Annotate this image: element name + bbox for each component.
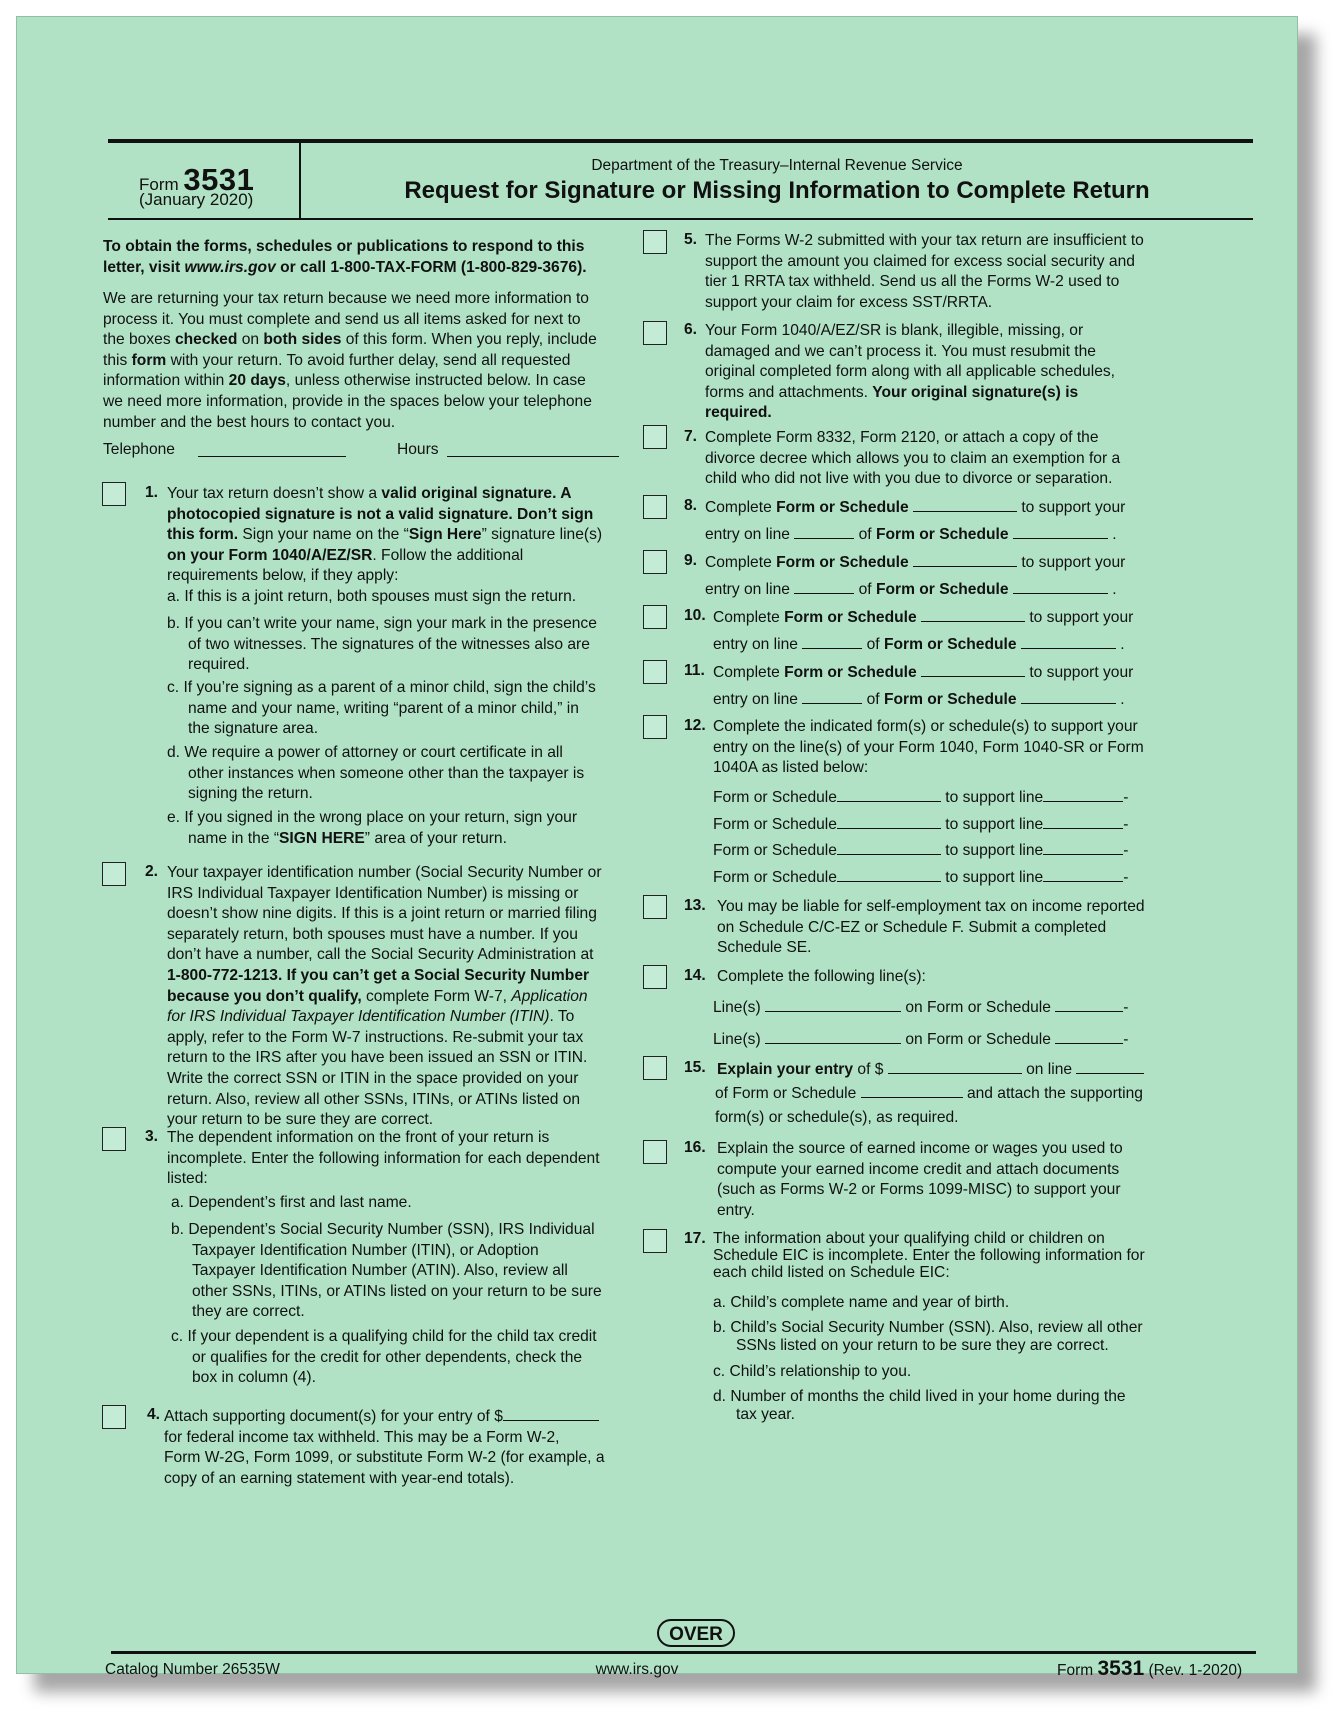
item-17-sub-a: a. Child’s complete name and year of birth. bbox=[713, 1294, 1010, 1311]
item-14-row-1-lines-field[interactable] bbox=[765, 997, 901, 1012]
item-9-line2: entry on line of Form or Schedule . bbox=[705, 581, 1117, 598]
item-14-row-2: Line(s) on Form or Schedule - bbox=[713, 1031, 1129, 1048]
item-15-line-field[interactable] bbox=[1076, 1059, 1144, 1074]
item-6-number: 6. bbox=[684, 321, 698, 338]
item-6-checkbox[interactable] bbox=[643, 321, 667, 345]
item-8-line1: Complete Form or Schedule to support your bbox=[705, 499, 1126, 516]
form-number: 3531 bbox=[183, 162, 255, 197]
item-9-schedule-field[interactable] bbox=[1013, 579, 1108, 594]
item-14-row-1-form-field[interactable] bbox=[1055, 997, 1123, 1012]
item-12-number: 12. bbox=[684, 717, 706, 734]
item-12-checkbox[interactable] bbox=[643, 715, 667, 739]
item-11-schedule-field[interactable] bbox=[1021, 689, 1116, 704]
item-12-row-4-line-field[interactable] bbox=[1043, 867, 1123, 882]
item-14-row-2-lines-field[interactable] bbox=[765, 1029, 901, 1044]
item-12-row-4: Form or Schedule to support line - bbox=[713, 869, 1129, 886]
item-8-line2: entry on line of Form or Schedule . bbox=[705, 526, 1117, 543]
item-14-text: Complete the following line(s): bbox=[717, 968, 926, 985]
item-15-line1: Explain your entry of $ on line bbox=[717, 1059, 1144, 1081]
item-14-row-1: Line(s) on Form or Schedule - bbox=[713, 999, 1129, 1016]
over-indicator: OVER bbox=[657, 1619, 735, 1647]
item-17-sub-d: d. Number of months the child lived in your home during the tax year. bbox=[713, 1388, 1126, 1423]
item-11-checkbox[interactable] bbox=[643, 660, 667, 684]
form-page bbox=[16, 16, 1298, 1680]
item-4-amount-field[interactable] bbox=[503, 1406, 599, 1421]
item-8-checkbox[interactable] bbox=[643, 495, 667, 519]
item-17-checkbox[interactable] bbox=[643, 1229, 667, 1253]
item-10-line2: entry on line of Form or Schedule . bbox=[713, 636, 1125, 653]
item-5-text: The Forms W-2 submitted with your tax return are insufficient to support the amount you claimed for excess social security and tier 1 RRTA tax withheld. Send us all the Forms W-2 used to support your claim for excess SST/RRTA. bbox=[705, 232, 1144, 311]
item-9-line-field[interactable] bbox=[794, 579, 854, 594]
item-9-form-field[interactable] bbox=[913, 552, 1017, 567]
item-3-number: 3. bbox=[145, 1128, 159, 1145]
header-bottom-rule bbox=[108, 218, 1253, 220]
item-3-checkbox[interactable] bbox=[102, 1127, 126, 1151]
item-3-text: The dependent information on the front of your return is incomplete. Enter the following information for each dependent listed: bbox=[167, 1129, 600, 1188]
form-number-label: Form 3531 bbox=[139, 162, 255, 197]
item-13-text: You may be liable for self-employment tax on income reported on Schedule C/C-EZ or Schedule F. Submit a completed Schedule SE. bbox=[717, 898, 1145, 957]
item-10-form-field[interactable] bbox=[921, 607, 1025, 622]
item-16-number: 16. bbox=[684, 1139, 706, 1156]
item-12-row-1-line-field[interactable] bbox=[1043, 787, 1123, 802]
item-15-line3: form(s) or schedule(s), as required. bbox=[715, 1109, 959, 1126]
item-11-form-field[interactable] bbox=[921, 662, 1025, 677]
item-12-row-3: Form or Schedule to support line - bbox=[713, 842, 1129, 859]
form-date: (January 2020) bbox=[139, 190, 254, 209]
item-12-row-2-form-field[interactable] bbox=[837, 814, 941, 829]
item-2-checkbox[interactable] bbox=[102, 862, 126, 886]
item-7-text: Complete Form 8332, Form 2120, or attach a copy of the divorce decree which allows you to claim an exemption for a child who did not live with you due to divorce or separation. bbox=[705, 429, 1121, 488]
item-10-line1: Complete Form or Schedule to support your bbox=[713, 609, 1134, 626]
item-12-row-3-form-field[interactable] bbox=[837, 840, 941, 855]
department-line: Department of the Treasury–Internal Revenue Service bbox=[591, 157, 963, 174]
item-11-number: 11. bbox=[684, 662, 705, 679]
item-9-line1: Complete Form or Schedule to support your bbox=[705, 554, 1126, 571]
item-8-number: 8. bbox=[684, 497, 698, 514]
item-12-text: Complete the indicated form(s) or schedule(s) to support your entry on the line(s) of your Form 1040, Form 1040-SR or Form 1040A as listed below: bbox=[713, 718, 1144, 777]
item-10-line-field[interactable] bbox=[802, 634, 862, 649]
item-1-sub-d: d. We require a power of attorney or court certificate in all other instances when someone other than the taxpayer is signing the return. bbox=[167, 744, 585, 803]
item-4-checkbox[interactable] bbox=[102, 1405, 126, 1429]
item-5-checkbox[interactable] bbox=[643, 230, 667, 254]
item-4-text: Attach supporting document(s) for your entry of $ for federal income tax withheld. This may be a Form W-2, Form W-2G, Form 1099, or substitute Form W-2 (for example, a copy of an earning statement with year-end totals). bbox=[164, 1408, 605, 1487]
item-12-row-1-form-field[interactable] bbox=[837, 787, 941, 802]
item-12-row-2: Form or Schedule to support line - bbox=[713, 816, 1129, 833]
item-16-text: Explain the source of earned income or wages you used to compute your earned income credit and attach documents (such as Forms W-2 or Forms 1099-MISC) to support your entry. bbox=[717, 1140, 1123, 1219]
item-1-sub-c: c. If you’re signing as a parent of a minor child, sign the child’s name and your name, writing “parent of a minor child,” in the signature area. bbox=[167, 679, 596, 738]
item-15-amount-field[interactable] bbox=[888, 1059, 1022, 1074]
item-12-row-3-line-field[interactable] bbox=[1043, 840, 1123, 855]
intro-paragraph: We are returning your tax return because we need more information to process it. You must complete and send us all items asked for next to the boxes checked on both sides of this form. When you reply, include this form with your return. To avoid further delay, send all requested information within 20 days, unless otherwise instructed below. In case we need more information, provide in the spaces below your telephone number and the best hours to contact you. bbox=[103, 290, 597, 431]
item-12-row-2-line-field[interactable] bbox=[1043, 814, 1123, 829]
item-15-schedule-field[interactable] bbox=[861, 1083, 963, 1098]
hours-label: Hours bbox=[397, 441, 439, 458]
item-11-line2: entry on line of Form or Schedule . bbox=[713, 691, 1125, 708]
footer-form-id: Form 3531 (Rev. 1-2020) bbox=[1057, 1657, 1243, 1680]
item-12-row-1: Form or Schedule to support line - bbox=[713, 789, 1129, 806]
telephone-label: Telephone bbox=[103, 441, 175, 458]
obtain-forms-notice: To obtain the forms, schedules or publications to respond to this letter, visit www.irs.gov or call 1-800-TAX-FORM (1-800-829-3676). bbox=[103, 238, 587, 276]
item-3-sub-c: c. If your dependent is a qualifying child for the child tax credit or qualifies for the credit for other dependents, check the box in column (4). bbox=[171, 1328, 597, 1387]
item-9-checkbox[interactable] bbox=[643, 550, 667, 574]
item-1-checkbox[interactable] bbox=[102, 482, 126, 506]
item-3-sub-a: a. Dependent’s first and last name. bbox=[171, 1194, 412, 1211]
item-7-checkbox[interactable] bbox=[643, 425, 667, 449]
item-12-row-4-form-field[interactable] bbox=[837, 867, 941, 882]
item-9-number: 9. bbox=[684, 552, 698, 569]
item-16-checkbox[interactable] bbox=[643, 1140, 667, 1164]
item-17-number: 17. bbox=[684, 1230, 706, 1247]
item-6-text: Your Form 1040/A/EZ/SR is blank, illegible, missing, or damaged and we can’t process it. You must resubmit the original completed form along with all applicable schedules, forms and attachments. Your original signature(s) is required. bbox=[705, 322, 1115, 422]
hours-field[interactable] bbox=[447, 442, 619, 457]
item-1-number: 1. bbox=[145, 484, 159, 501]
item-13-checkbox[interactable] bbox=[643, 895, 667, 919]
item-10-checkbox[interactable] bbox=[643, 605, 667, 629]
item-14-row-2-form-field[interactable] bbox=[1055, 1029, 1123, 1044]
item-17-text: The information about your qualifying child or children on Schedule EIC is incomplete. Enter the following information for each child listed on Schedule EIC: bbox=[713, 1230, 1145, 1281]
catalog-number: Catalog Number 26535W bbox=[105, 1661, 280, 1678]
item-8-schedule-field[interactable] bbox=[1013, 524, 1108, 539]
item-3-sub-b: b. Dependent’s Social Security Number (SSN), IRS Individual Taxpayer Identification Number (ITIN), or Adoption Taxpayer Identification Number (ATIN). Also, review all other SSNs, ITINs, or ATINs listed on your return to be sure they are correct. bbox=[171, 1221, 602, 1321]
form-title: Request for Signature or Missing Information to Complete Return bbox=[404, 177, 1150, 204]
item-11-line-field[interactable] bbox=[802, 689, 862, 704]
item-10-number: 10. bbox=[684, 607, 706, 624]
item-15-number: 15. bbox=[684, 1059, 706, 1076]
item-15-checkbox[interactable] bbox=[643, 1056, 667, 1080]
item-11-line1: Complete Form or Schedule to support your bbox=[713, 664, 1134, 681]
item-5-number: 5. bbox=[684, 231, 698, 248]
item-2-number: 2. bbox=[145, 863, 159, 880]
item-2-text: Your taxpayer identification number (Social Security Number or IRS Individual Taxpayer Identification Number) is missing or doesn’t show nine digits. If this is a joint return or married filing separately return, both spouses must have a number. If you don’t have a number, call the Social Security Administration at 1-800-772-1213. If you can’t get a Social Security Number because you don’t qualify, complete Form W-7, Application for IRS Individual Taxpayer Identification Number (ITIN). To apply, refer to the Form W-7 instructions. Re-submit your tax return to the IRS after you have been issued an SSN or ITIN. Write the correct SSN or ITIN in the space provided on your return. Also, review all other SSNs, ITINs, or ATINs listed on your return to be sure they are correct. bbox=[167, 864, 602, 1129]
item-1-sub-b: b. If you can’t write your name, sign your mark in the presence of two witnesses. The signatures of the witnesses also are required. bbox=[167, 615, 597, 674]
item-15-line2: of Form or Schedule and attach the supporting bbox=[715, 1085, 1143, 1102]
item-4-number: 4. bbox=[147, 1406, 161, 1423]
footer-rule bbox=[111, 1651, 1256, 1654]
item-10-schedule-field[interactable] bbox=[1021, 634, 1116, 649]
item-1-text: Your tax return doesn’t show a valid original signature. A photocopied signature is not a valid signature. Don’t sign this form. Sign your name on the “Sign Here” signature line(s) on your Form 1040/A/EZ/SR. Follow the additional requirements below, if they apply: bbox=[167, 485, 603, 585]
item-17-sub-c: c. Child’s relationship to you. bbox=[713, 1363, 912, 1380]
telephone-field[interactable] bbox=[198, 442, 346, 457]
item-14-number: 14. bbox=[684, 967, 706, 984]
item-17-sub-b: b. Child’s Social Security Number (SSN). Also, review all other SSNs listed on your return to be sure they are correct. bbox=[713, 1319, 1143, 1354]
item-8-form-field[interactable] bbox=[913, 497, 1017, 512]
header-top-rule bbox=[108, 139, 1253, 143]
item-13-number: 13. bbox=[684, 897, 706, 914]
item-14-checkbox[interactable] bbox=[643, 965, 667, 989]
item-1-sub-e: e. If you signed in the wrong place on your return, sign your name in the “SIGN HERE” area of your return. bbox=[167, 809, 578, 847]
item-8-line-field[interactable] bbox=[794, 524, 854, 539]
footer-website: www.irs.gov bbox=[595, 1661, 679, 1678]
item-1-sub-a: a. If this is a joint return, both spouses must sign the return. bbox=[167, 588, 577, 605]
item-7-number: 7. bbox=[684, 428, 698, 445]
